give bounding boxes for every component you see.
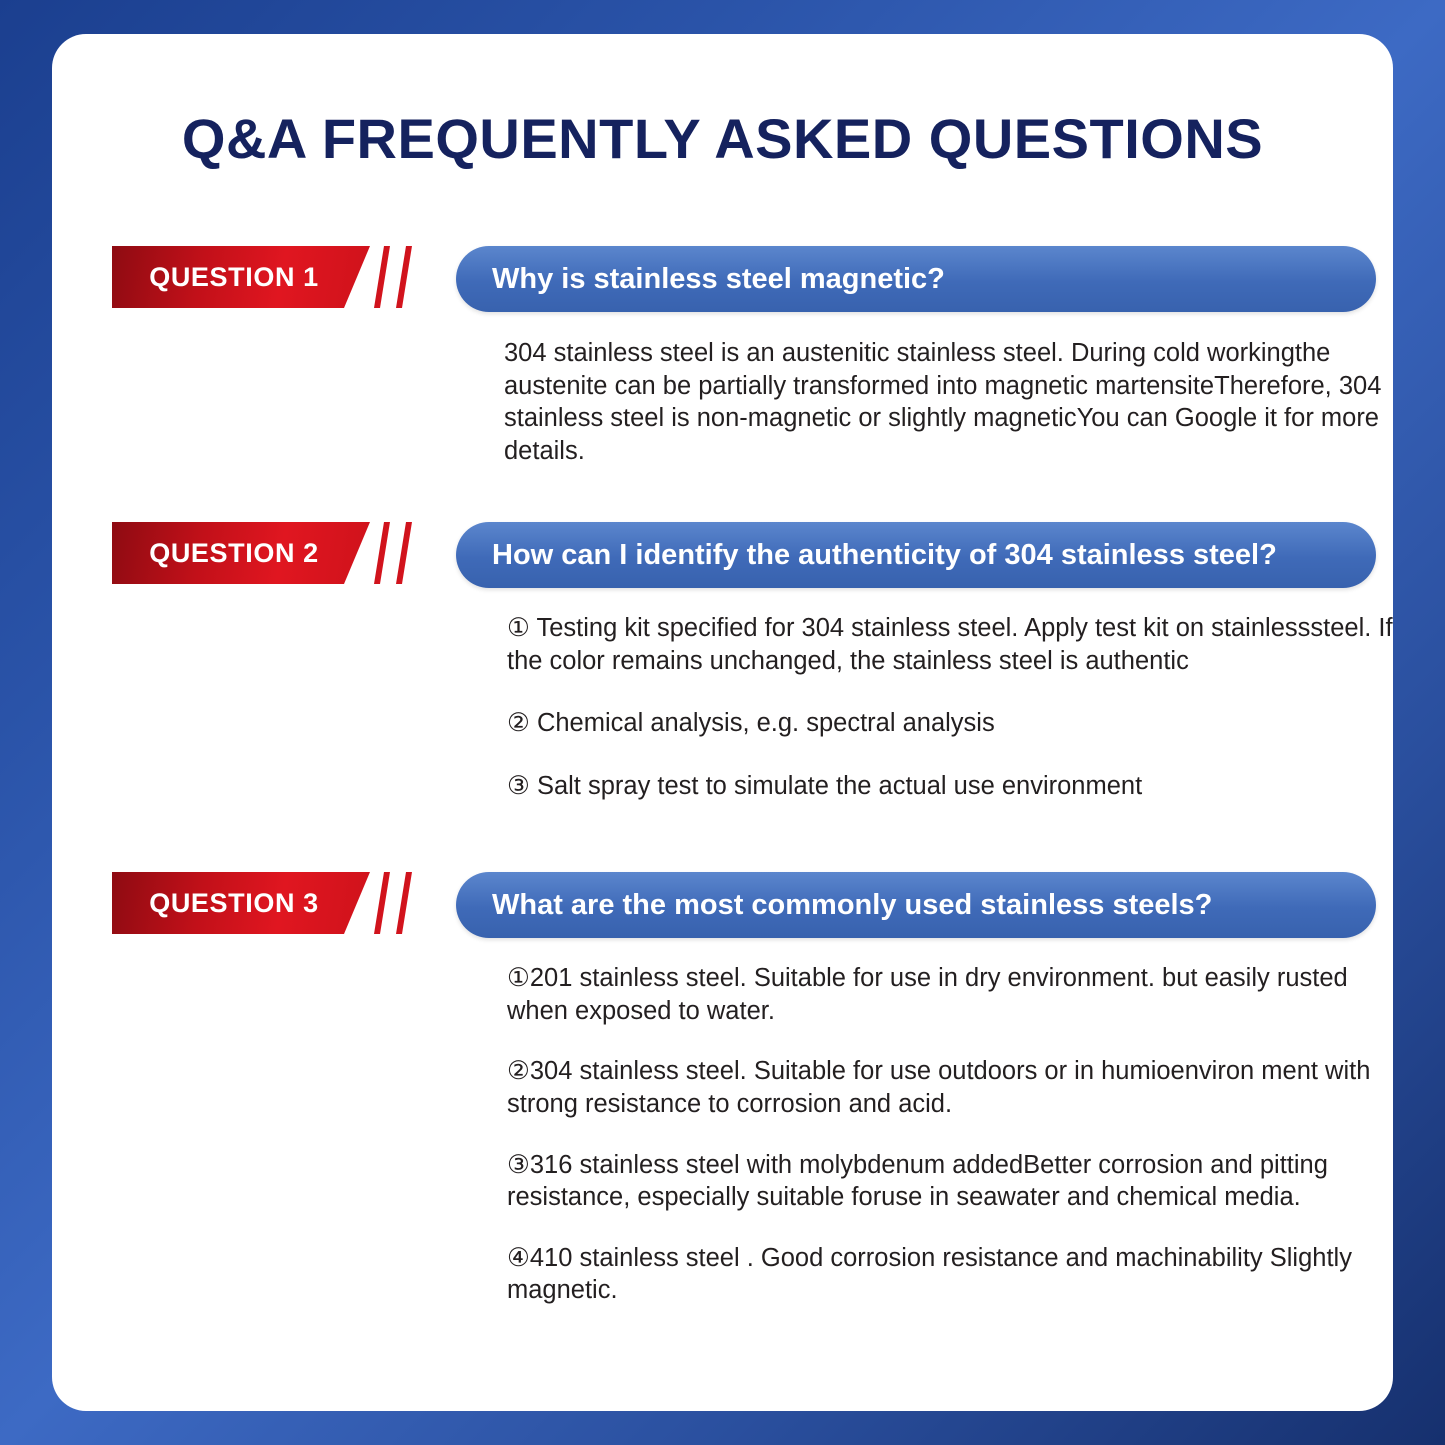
answer-paragraph: ③ Salt spray test to simulate the actual use environment <box>507 771 1143 800</box>
question-heading-bar-2 <box>456 522 1376 588</box>
answer-paragraph: ① Testing kit specified for 304 stainless steel. Apply test kit on stainlesssteel. If the color remains unchanged, the stainless steel is authentic <box>507 614 1393 675</box>
question-tag-label: QUESTION 2 <box>149 538 319 568</box>
ribbon-slash-icon <box>396 872 412 934</box>
answer-paragraph: ② Chemical analysis, e.g. spectral analysis <box>507 709 995 738</box>
answer-paragraph: 304 stainless steel is an austenitic stainless steel. During cold workingthe austenite can be partially transformed into magnetic martensiteTherefore, 304 stainless steel is non-magnetic or slightly magneticYou can Google it for more details. <box>504 339 1382 465</box>
question-heading-2: How can I identify the authenticity of 304 stainless steel? <box>492 539 1277 571</box>
ribbon-slash-icon <box>396 246 412 308</box>
question-tag-2 <box>112 522 412 584</box>
answer-body-2 <box>504 612 1404 803</box>
ribbon-slash-icon <box>374 522 390 584</box>
answer-body-1 <box>504 337 1404 468</box>
question-heading-bar-1 <box>456 246 1376 312</box>
question-tag-label: QUESTION 1 <box>149 262 319 292</box>
faq-card <box>52 34 1393 1411</box>
question-heading-3: What are the most commonly used stainless steels? <box>492 889 1213 921</box>
answer-paragraph: ④410 stainless steel . Good corrosion resistance and machinability Slightly magnetic. <box>507 1243 1352 1305</box>
page-title: Q&A FREQUENTLY ASKED QUESTIONS <box>181 107 1264 170</box>
question-heading-1: Why is stainless steel magnetic? <box>492 263 945 295</box>
ribbon-slash-icon <box>374 246 390 308</box>
question-tag-1 <box>112 246 412 308</box>
answer-body-3 <box>504 962 1404 1307</box>
answer-paragraph: ②304 stainless steel. Suitable for use outdoors or in humioenviron ment with strong resistance to corrosion and acid. <box>507 1057 1371 1118</box>
answer-paragraph: ①201 stainless steel. Suitable for use in dry environment. but easily rusted when exposed to water. <box>507 964 1348 1025</box>
answer-paragraph: ③316 stainless steel with molybdenum addedBetter corrosion and pitting resistance, especially suitable foruse in seawater and chemical media. <box>507 1150 1328 1212</box>
question-tag-3 <box>112 872 412 934</box>
question-tag-label: QUESTION 3 <box>149 888 319 918</box>
ribbon-slash-icon <box>374 872 390 934</box>
ribbon-slash-icon <box>396 522 412 584</box>
question-heading-bar-3 <box>456 872 1376 938</box>
